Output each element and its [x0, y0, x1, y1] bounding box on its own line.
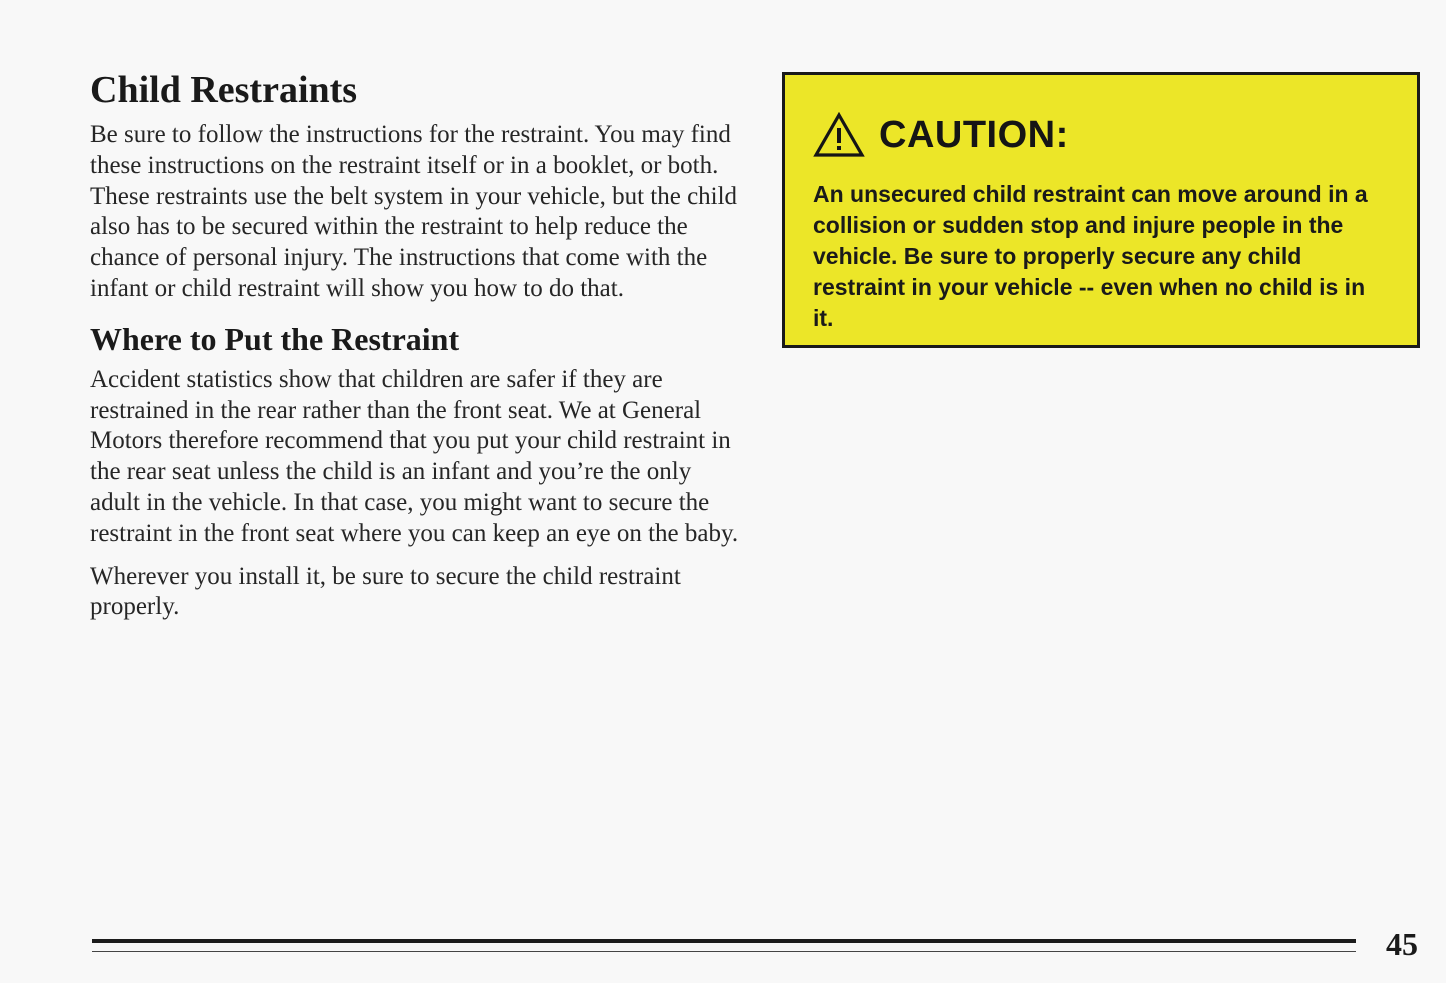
section-title-child-restraints: Child Restraints [90, 69, 358, 111]
caution-box [782, 72, 1420, 348]
where-to-put-paragraph-1: Accident statistics show that children are safer if they are restrained in the rear rather than the front seat. We at General Motors therefore recommend that you put your child restraint in the rear seat unless the child is an infant and you’re the only adult in the vehicle. In that case, you might want to secure the restraint in the front seat where you can keep an eye on the baby. [90, 365, 739, 547]
warning-triangle-icon [813, 112, 865, 158]
caution-text: An unsecured child restraint can move around in a collision or sudden stop and injure people in the vehicle. Be sure to properly secure any child restraint in your vehicle -- even when no child is in it. [813, 181, 1368, 331]
left-column [90, 66, 740, 635]
caution-header [813, 105, 1391, 165]
caution-title: CAUTION: [879, 113, 1069, 156]
footer-rule-thick [92, 939, 1356, 943]
subsection-title-where-to-put: Where to Put the Restraint [90, 320, 460, 357]
footer-rule-thin [92, 951, 1356, 952]
page-number: 45 [1386, 926, 1418, 962]
where-to-put-paragraph-2: Wherever you install it, be sure to secure the child restraint properly. [90, 562, 681, 621]
child-restraints-paragraph: Be sure to follow the instructions for the restraint. You may find these instructions on the restraint itself or in a booklet, or both. These restraints use the belt system in your vehicle, but the child also has to be secured within the restraint to help reduce the chance of personal injury. The instructions that come with the infant or child restraint will show you how to do that. [90, 121, 738, 302]
